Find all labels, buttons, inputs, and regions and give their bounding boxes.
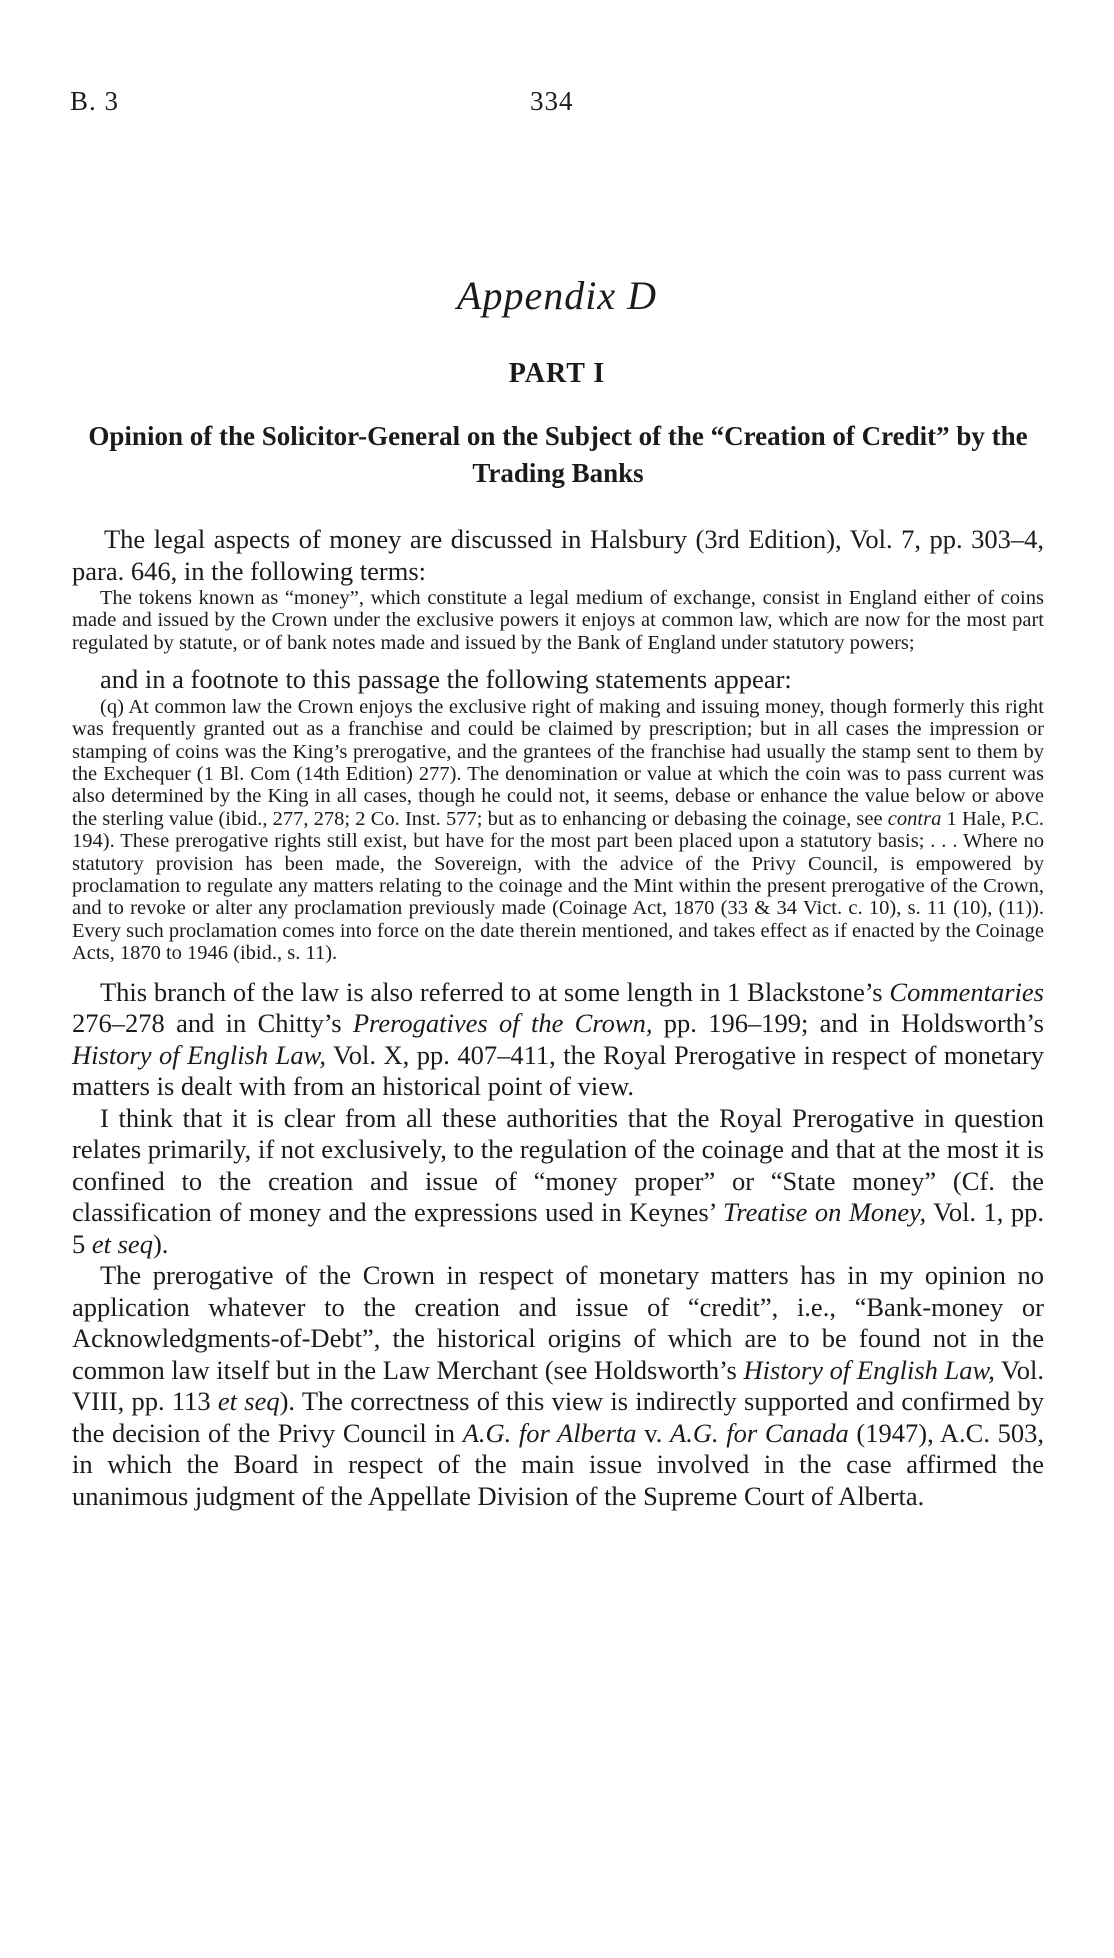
paragraph-text-part: 276–278 and in Chitty’s [72,1008,353,1039]
et-seq-term: et seq [217,1386,280,1417]
part-title: PART I [508,358,606,389]
footnote-quote [72,696,1044,965]
footnote-text-part: (q) At common law the Crown enjoys the exclusive right of making and issuing money, though formerly this right was frequently granted out as a franchise and could be claimed by prescription; but in all cases the impression or stamping of coins was the King’s prerogative, and the grantees of the franchise had usually the stamp sent to them by the Exchequer (1 Bl. Com (14th Edition) 277). The denomination or value at which the coin was to pass current was also determined by the King in all cases, though he could not, it seems, debase or enhance the value below or above the sterling value (ibid., 277, 278; 2 Co. Inst. 577; but as to enhancing or debasing the coinage, see [72,695,1044,830]
commentaries-title: Commentaries [889,976,1044,1007]
series-label: B. 3 [70,86,120,116]
intro-paragraph: The legal aspects of money are discussed in Halsbury (3rd Edition), Vol. 7, pp. 303–4, para. 646, in the following terms: [72,524,1044,586]
halsbury-quote: The tokens known as “money”, which constitute a legal medium of exchange, consist in England either of coins made and issued by the Crown under the exclusive powers it enjoys at common law, which are now for the most part regulated by statute, or of bank notes made and issued by the Bank of England under statutory powers; [72,587,1044,654]
paragraph-text-part: Vol. 1, pp. 5 [72,1197,1044,1259]
paragraph-text-part: (1947), A.C. 503, in which the Board in respect of the main issue involved in the case affirmed the unanimous judgment of the Appellate Division of the Supreme Court of Alberta. [72,1417,1044,1511]
case-name: A.G. for Alberta [462,1417,637,1448]
credit-paragraph [72,1260,1044,1512]
opinion-heading: Opinion of the Solicitor-General on the Subject of the “Creation of Credit” by the Trading Banks [88,421,1028,488]
running-head [70,86,574,126]
history-title: History of English Law, [72,1039,326,1070]
et-seq-term: et seq [91,1228,153,1259]
prerogatives-title: Prerogatives of the Crown, [352,1008,653,1039]
treatise-title: Treatise on Money, [723,1197,927,1228]
paragraph-text-part: I think that it is clear from all these authorities that the Royal Prerogative in question relates primarily, if not exclusively, to the regulation of the coinage and that at the most it is confined to the creation and issue of “money proper” or “State money” (Cf. the classification of money and the expressions used in Keynes’ [72,1102,1044,1228]
footnote-text-part: 1 Hale, P.C. 194). These prerogative rights still exist, but have for the most part been placed upon a statutory basis; . . . Where no statutory provision has been made, the Sovereign, with the advice of the Privy Council, is empowered by proclamation to regulate any matters relating to the coinage and the Mint within the present prerogative of the Crown, and to revoke or alter any proclamation previously made (Coinage Act, 1870 (33 & 34 Vict. c. 10), s. 11 (10), (11)). Every such proclamation comes into force on the date therein mentioned, and takes effect as if enacted by the Coinage Acts, 1870 to 1946 (ibid., s. 11). [72,807,1044,965]
royal-prerogative-paragraph [72,1103,1044,1261]
paragraph-text-part: pp. 196–199; and in Holdsworth’s [652,1008,1044,1039]
paragraph-text-part: Vol. X, pp. 407–411, the Royal Prerogative in respect of monetary matters is dealt with from an historical point of view. [72,1039,1044,1102]
document-body [72,524,1044,1512]
page-number: 334 [530,86,574,116]
appendix-title: Appendix D [457,273,657,318]
footnote-intro-paragraph: and in a footnote to this passage the following statements appear: [100,664,792,695]
history-title: History of English Law, [743,1354,995,1385]
paragraph-text-part: ). [152,1228,169,1259]
paragraph-text-part: ). The correctness of this view is indirectly supported and confirmed by the decision of the Privy Council in [72,1386,1044,1448]
case-name: A.G. for Canada [670,1417,849,1448]
paragraph-text-part: v. [636,1417,671,1448]
paragraph-text-part: This branch of the law is also referred to at some length in 1 Blackstone’s [100,976,890,1007]
contra-term: contra [887,807,942,830]
paragraph-text-part: Vol. VIII, pp. 113 [72,1354,1044,1417]
paragraph-text-part: The prerogative of the Crown in respect of monetary matters has in my opinion no application whatever to the creation and issue of “credit”, i.e., “Bank-money or Acknowledgments-of-Debt”, the historical origins of which are to be found not in the common law itself but in the Law Merchant (see Holdsworth’s [72,1260,1044,1385]
blackstone-paragraph [72,977,1044,1103]
